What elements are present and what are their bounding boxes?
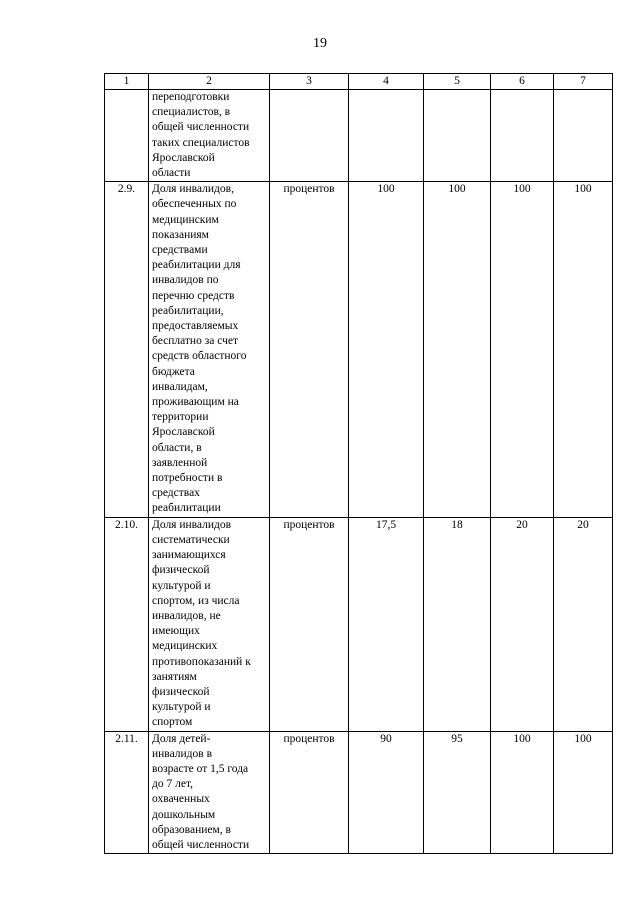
value-cell: 100 [491,182,554,517]
indicator-name: переподготовки специалистов, в общей численности таких специалистов Ярославской области [149,90,270,182]
column-header: 4 [349,74,424,90]
row-number: 2.11. [105,731,149,854]
table-row [105,90,613,182]
value-cell: 17,5 [349,517,424,731]
value-cell: 100 [554,182,613,517]
indicator-name: Доля инвалидов, обеспеченных по медицинским показаниям средствами реабилитации для инвалидов по перечню средств реабилитации, предоставляемых бесплатно за счет средств областного бюджета инвалидам, проживающим на территории Ярославской области, в заявленной потребности в средствах реабилитации [149,182,270,517]
table-row [105,182,613,517]
indicators-table [104,73,613,854]
table-row [105,517,613,731]
row-number: 2.9. [105,182,149,517]
unit-cell: процентов [270,182,349,517]
value-cell [424,90,491,182]
value-cell: 100 [554,731,613,854]
column-header: 5 [424,74,491,90]
value-cell: 100 [424,182,491,517]
header-row [105,74,613,90]
table-row [105,731,613,854]
column-header: 2 [149,74,270,90]
value-cell [491,90,554,182]
value-cell: 100 [349,182,424,517]
column-header: 1 [105,74,149,90]
column-header: 7 [554,74,613,90]
row-number [105,90,149,182]
value-cell: 20 [554,517,613,731]
value-cell [554,90,613,182]
unit-cell [270,90,349,182]
indicator-name: Доля инвалидов систематически занимающихся физической культурой и спортом, из числа инвалидов, не имеющих медицинских противопоказаний к занятиям физической культурой и спортом [149,517,270,731]
indicator-name: Доля детей- инвалидов в возрасте от 1,5 года до 7 лет, охваченных дошкольным образованием, в общей численности [149,731,270,854]
value-cell [349,90,424,182]
value-cell: 20 [491,517,554,731]
page-number: 19 [313,36,327,51]
unit-cell: процентов [270,517,349,731]
column-header: 6 [491,74,554,90]
value-cell: 100 [491,731,554,854]
value-cell: 90 [349,731,424,854]
column-header: 3 [270,74,349,90]
row-number: 2.10. [105,517,149,731]
unit-cell: процентов [270,731,349,854]
value-cell: 95 [424,731,491,854]
value-cell: 18 [424,517,491,731]
